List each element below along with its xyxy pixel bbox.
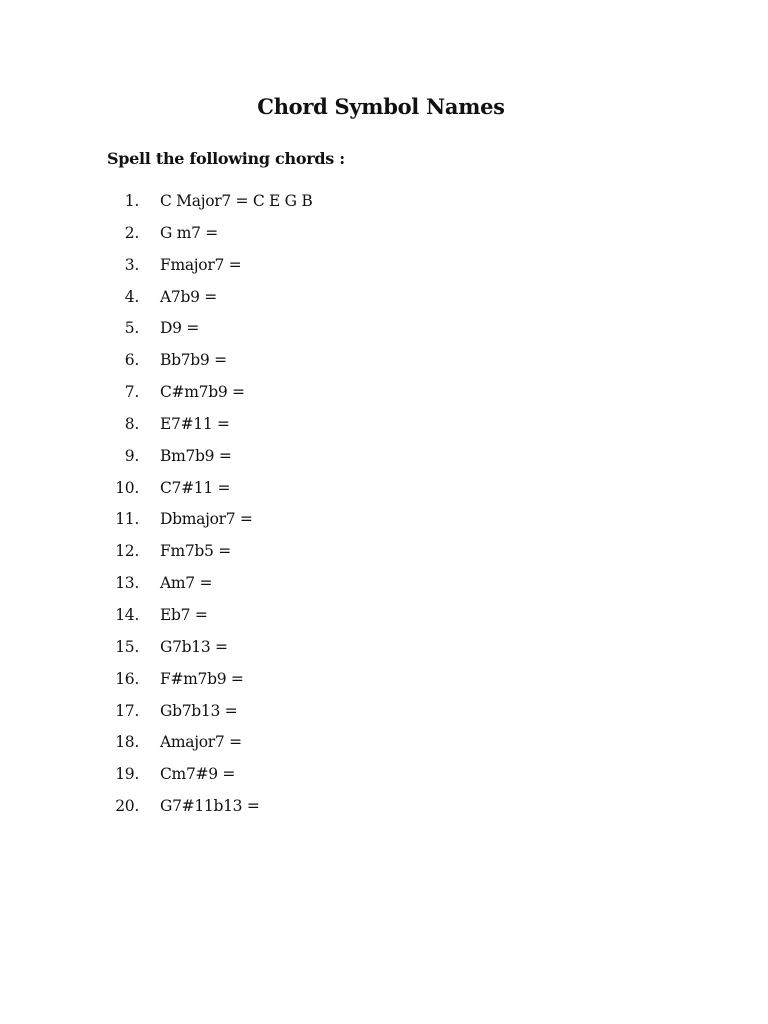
item-text: Cm7#9 = (160, 765, 236, 784)
list-item (0, 762, 768, 794)
item-number: 9. (124, 446, 139, 465)
chord-list (0, 189, 768, 826)
item-text: C#m7b9 = (160, 383, 245, 402)
list-item (0, 412, 768, 444)
item-text: D9 = (160, 319, 200, 338)
list-item (0, 476, 768, 508)
list-item (0, 794, 768, 826)
item-number: 2. (124, 223, 139, 242)
item-text: G m7 = (160, 223, 218, 242)
list-item (0, 189, 768, 221)
item-text: G7#11b13 = (160, 797, 260, 816)
list-item (0, 285, 768, 317)
item-text: Fmajor7 = (160, 255, 242, 274)
list-item (0, 316, 768, 348)
item-text: Am7 = (160, 574, 213, 593)
item-number: 19. (115, 765, 139, 784)
item-number: 10. (115, 478, 139, 497)
item-text: F#m7b9 = (160, 669, 244, 688)
item-number: 1. (124, 192, 139, 210)
item-number: 8. (124, 414, 139, 433)
list-item (0, 507, 768, 539)
page-title: Chord Symbol Names (257, 94, 505, 119)
item-text: Fm7b5 = (160, 542, 231, 561)
item-number: 7. (124, 383, 139, 402)
item-text: Dbmajor7 = (160, 510, 253, 529)
list-item (0, 348, 768, 380)
item-number: 12. (115, 542, 139, 561)
list-item (0, 603, 768, 635)
list-item (0, 730, 768, 762)
item-text: A7b9 = (160, 287, 217, 306)
item-text: C Major7 = C E G B (160, 192, 313, 210)
item-number: 18. (115, 733, 139, 752)
item-number: 20. (115, 797, 139, 816)
list-item (0, 667, 768, 699)
list-item (0, 571, 768, 603)
instruction-heading: Spell the following chords : (107, 149, 345, 168)
list-item (0, 635, 768, 667)
item-number: 14. (115, 605, 139, 624)
list-item (0, 699, 768, 731)
item-text: Amajor7 = (160, 733, 242, 752)
item-number: 13. (115, 574, 139, 593)
item-number: 17. (115, 701, 139, 720)
list-item (0, 539, 768, 571)
item-number: 4. (124, 287, 139, 306)
item-text: G7b13 = (160, 637, 228, 656)
item-number: 15. (115, 637, 139, 656)
item-text: C7#11 = (160, 478, 231, 497)
item-text: Eb7 = (160, 605, 208, 624)
list-item (0, 380, 768, 412)
list-item (0, 444, 768, 476)
item-number: 3. (124, 255, 139, 274)
item-text: E7#11 = (160, 414, 230, 433)
list-item (0, 253, 768, 285)
item-text: Bm7b9 = (160, 446, 232, 465)
item-text: Bb7b9 = (160, 351, 227, 370)
item-number: 11. (115, 510, 139, 529)
item-number: 16. (115, 669, 139, 688)
item-number: 6. (124, 351, 139, 370)
item-text: Gb7b13 = (160, 701, 238, 720)
item-number: 5. (124, 319, 139, 338)
list-item (0, 221, 768, 253)
